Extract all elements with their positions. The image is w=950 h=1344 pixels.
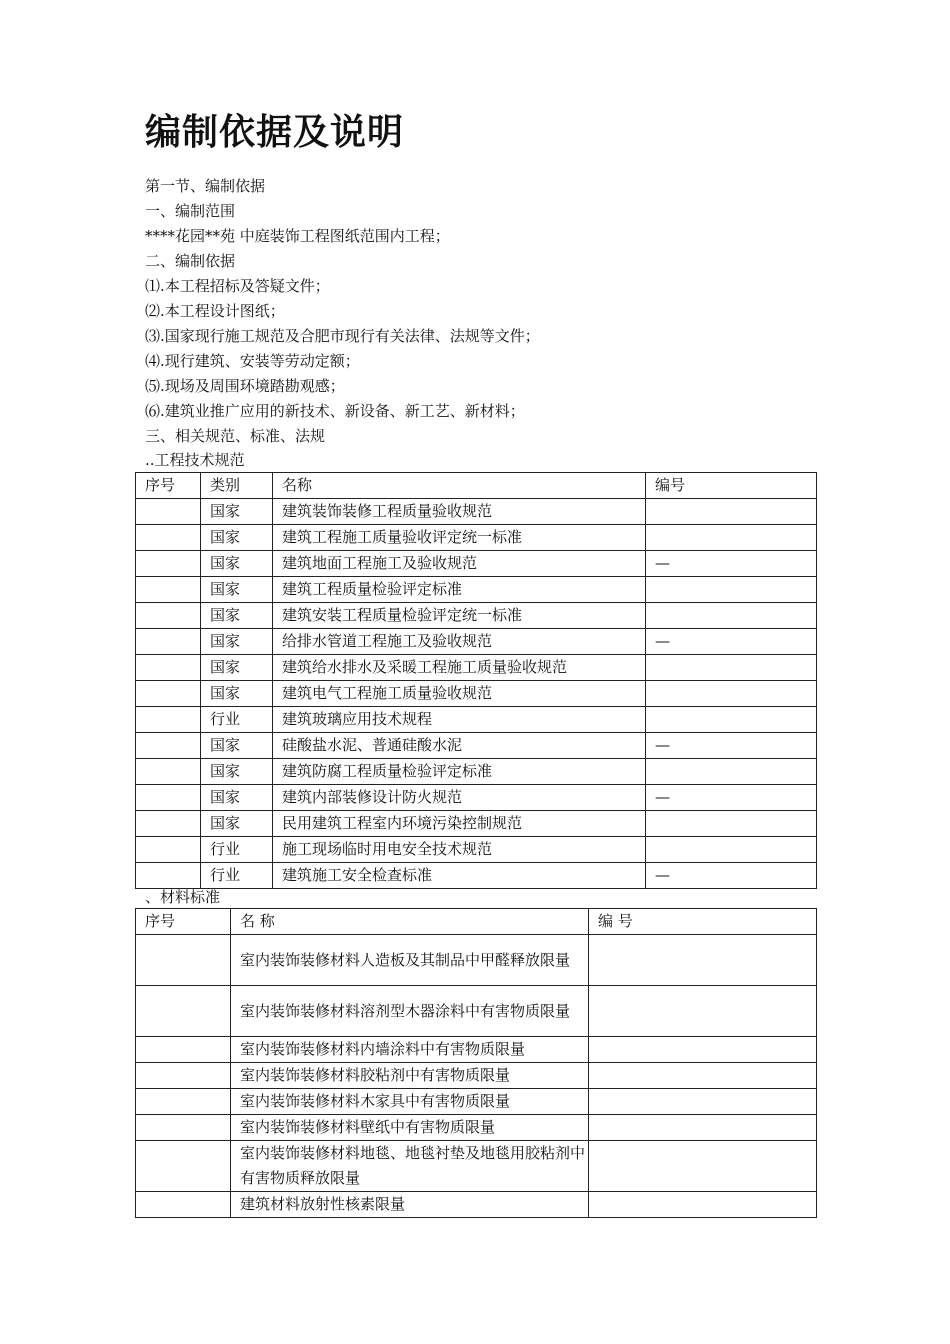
table-cell: 建筑给水排水及采暖工程施工质量验收规范 — [273, 655, 646, 681]
table-row — [136, 551, 817, 577]
table-cell — [646, 707, 817, 733]
section-heading: 第一节、编制依据 — [145, 177, 266, 195]
table-cell: 室内装饰装修材料胶粘剂中有害物质限量 — [231, 1063, 589, 1089]
table-cell: 建筑防腐工程质量检验评定标准 — [273, 759, 646, 785]
table-row — [136, 811, 817, 837]
table-cell: 室内装饰装修材料地毯、地毯衬垫及地毯用胶粘剂中有害物质释放限量 — [231, 1141, 589, 1192]
table-cell: 建筑施工安全检查标准 — [273, 863, 646, 889]
table-row — [136, 707, 817, 733]
table-row — [136, 863, 817, 889]
list-item: ⑵.本工程设计图纸； — [145, 302, 285, 320]
paragraph: ****花园**苑 中庭装饰工程图纸范围内工程； — [145, 227, 450, 245]
table-cell — [646, 499, 817, 525]
table-cell: 室内装饰装修材料内墙涂料中有害物质限量 — [231, 1037, 589, 1063]
list-item: ⑷.现行建筑、安装等劳动定额； — [145, 352, 360, 370]
table-cell — [136, 525, 201, 551]
table-cell — [136, 1037, 231, 1063]
table-cell — [136, 707, 201, 733]
table-cell — [136, 811, 201, 837]
table-cell: 建筑内部装修设计防火规范 — [273, 785, 646, 811]
table-cell: 国家 — [201, 655, 273, 681]
table-row — [136, 837, 817, 863]
table-row — [136, 986, 817, 1037]
table-cell: — — [646, 863, 817, 889]
table-row — [136, 733, 817, 759]
table-header-cell: 类别 — [201, 473, 273, 499]
table-cell — [646, 681, 817, 707]
table-cell: 国家 — [201, 499, 273, 525]
table-row — [136, 629, 817, 655]
table-cell: 建筑工程质量检验评定标准 — [273, 577, 646, 603]
table-row — [136, 1037, 817, 1063]
table-header-cell: 编号 — [646, 473, 817, 499]
table-cell: 行业 — [201, 837, 273, 863]
table-row — [136, 785, 817, 811]
material-standards-table — [135, 908, 817, 1218]
table-row — [136, 1192, 817, 1218]
table-cell — [589, 1115, 817, 1141]
list-item: ⑶.国家现行施工规范及合肥市现行有关法律、法规等文件； — [145, 327, 540, 345]
table-header-cell: 名 称 — [231, 909, 589, 935]
table-header-cell: 序号 — [136, 909, 231, 935]
table-cell: 建筑安装工程质量检验评定统一标准 — [273, 603, 646, 629]
table-cell: 建筑地面工程施工及验收规范 — [273, 551, 646, 577]
table-cell: 国家 — [201, 525, 273, 551]
table-cell: 建筑材料放射性核素限量 — [231, 1192, 589, 1218]
table-row — [136, 577, 817, 603]
table-cell — [136, 1115, 231, 1141]
table-cell — [589, 1141, 817, 1192]
table-cell: 室内装饰装修材料木家具中有害物质限量 — [231, 1089, 589, 1115]
table-cell: 建筑电气工程施工质量验收规范 — [273, 681, 646, 707]
table-cell: 施工现场临时用电安全技术规范 — [273, 837, 646, 863]
table-cell — [136, 1089, 231, 1115]
table-cell: 国家 — [201, 811, 273, 837]
table2-caption: 、材料标准 — [145, 888, 221, 906]
table-cell: — — [646, 629, 817, 655]
table-cell: 室内装饰装修材料人造板及其制品中甲醛释放限量 — [231, 935, 589, 986]
table-row — [136, 655, 817, 681]
table-cell — [136, 837, 201, 863]
table-cell — [136, 551, 201, 577]
table-cell — [136, 681, 201, 707]
table-cell: 建筑工程施工质量验收评定统一标准 — [273, 525, 646, 551]
table-cell: 民用建筑工程室内环境污染控制规范 — [273, 811, 646, 837]
table-cell: 建筑玻璃应用技术规程 — [273, 707, 646, 733]
table-cell: 行业 — [201, 863, 273, 889]
table-cell: 国家 — [201, 759, 273, 785]
table-cell — [136, 935, 231, 986]
table-row — [136, 1115, 817, 1141]
table-cell: 国家 — [201, 733, 273, 759]
table-row — [136, 935, 817, 986]
table-row — [136, 759, 817, 785]
table-cell — [136, 1141, 231, 1192]
table-cell: 国家 — [201, 785, 273, 811]
table-cell: 国家 — [201, 681, 273, 707]
table-cell: — — [646, 785, 817, 811]
table-header-row — [136, 473, 817, 499]
table-cell — [136, 655, 201, 681]
table-cell: 国家 — [201, 551, 273, 577]
table-row — [136, 603, 817, 629]
table-cell — [136, 1063, 231, 1089]
table-cell — [646, 837, 817, 863]
table-cell — [589, 1192, 817, 1218]
table-cell — [589, 1063, 817, 1089]
table-cell: — — [646, 551, 817, 577]
table-cell — [136, 1192, 231, 1218]
table-row — [136, 1063, 817, 1089]
page-title: 编制依据及说明 — [145, 112, 405, 153]
list-item: ⑹.建筑业推广应用的新技术、新设备、新工艺、新材料； — [145, 402, 525, 420]
table-header-cell: 名称 — [273, 473, 646, 499]
table1-caption: ..工程技术规范 — [145, 451, 245, 469]
table-header-cell: 序号 — [136, 473, 201, 499]
table-row — [136, 525, 817, 551]
table-cell — [589, 986, 817, 1037]
table-cell: 室内装饰装修材料溶剂型木器涂料中有害物质限量 — [231, 986, 589, 1037]
subsection-heading: 二、编制依据 — [145, 252, 236, 270]
table-cell: — — [646, 733, 817, 759]
table-cell — [136, 499, 201, 525]
table-cell: 建筑装饰装修工程质量验收规范 — [273, 499, 646, 525]
table-cell — [589, 1037, 817, 1063]
table-row — [136, 499, 817, 525]
table-header-cell: 编 号 — [589, 909, 817, 935]
body-lines — [145, 174, 540, 449]
table-cell — [136, 733, 201, 759]
table-cell: 室内装饰装修材料壁纸中有害物质限量 — [231, 1115, 589, 1141]
table-cell — [136, 863, 201, 889]
table-cell — [646, 577, 817, 603]
subsection-heading: 三、相关规范、标准、法规 — [145, 427, 326, 445]
table-cell: 国家 — [201, 577, 273, 603]
list-item: ⑴.本工程招标及答疑文件； — [145, 277, 330, 295]
table-row — [136, 1141, 817, 1192]
table-cell — [136, 759, 201, 785]
table-cell — [136, 603, 201, 629]
table-cell — [646, 525, 817, 551]
table-cell — [136, 785, 201, 811]
table-cell — [136, 629, 201, 655]
table-row — [136, 1089, 817, 1115]
table-cell — [646, 655, 817, 681]
table-cell — [136, 577, 201, 603]
table-cell: 硅酸盐水泥、普通硅酸水泥 — [273, 733, 646, 759]
table-cell — [589, 1089, 817, 1115]
table-cell: 国家 — [201, 603, 273, 629]
table-cell — [136, 986, 231, 1037]
table-cell: 行业 — [201, 707, 273, 733]
table-header-row — [136, 909, 817, 935]
subsection-heading: 一、编制范围 — [145, 202, 236, 220]
list-item: ⑸.现场及周围环境踏勘观感； — [145, 377, 345, 395]
table-cell — [646, 603, 817, 629]
table-cell — [646, 759, 817, 785]
table-cell: 国家 — [201, 629, 273, 655]
table-cell — [646, 811, 817, 837]
table-cell — [589, 935, 817, 986]
technical-specs-table — [135, 472, 817, 889]
table-row — [136, 681, 817, 707]
table-cell: 给排水管道工程施工及验收规范 — [273, 629, 646, 655]
